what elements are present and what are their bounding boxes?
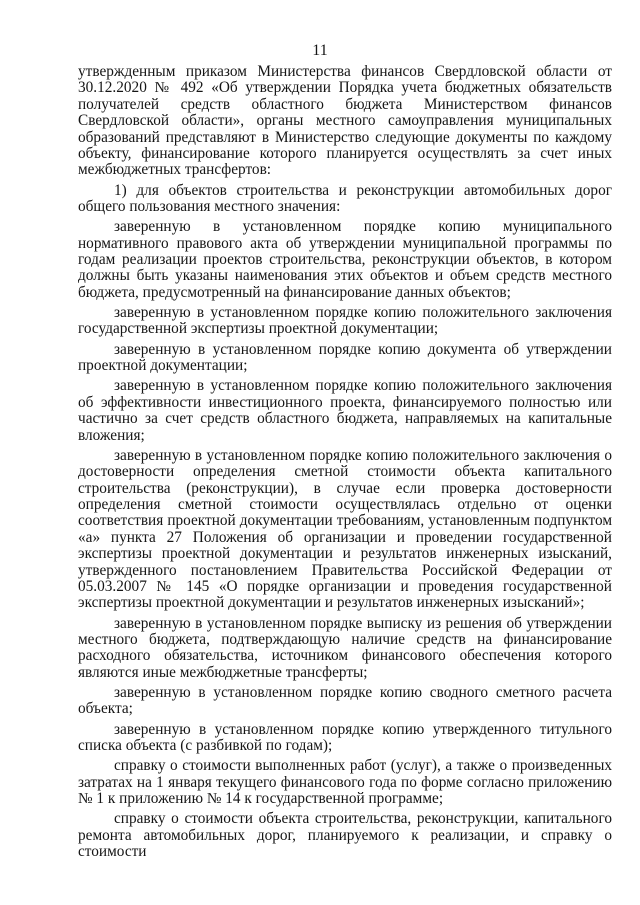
paragraph-summary-estimate: заверенную в установленном порядке копию сводного сметного расчета объекта; bbox=[78, 684, 612, 718]
paragraph-state-expertise-copy: заверенную в установленном порядке копию положительного заключения государственной экспертизы проектной документации; bbox=[78, 304, 612, 338]
paragraph-efficiency-conclusion: заверенную в установленном порядке копию положительного заключения об эффективности инвестиционного проекта, финансируемого полностью или частично за счет средств областного бюджета, направляемых на капитальные вложения; bbox=[78, 377, 612, 444]
paragraph-budget-extract: заверенную в установленном порядке выписку из решения об утверждении местного бюджета, подтверждающую наличие средств на финансирование расходного обязательства, источником финансового обеспечения которого являются иные межбюджетные трансферты; bbox=[78, 614, 612, 681]
paragraph-work-cost-certificate: справку о стоимости выполненных работ (услуг), а также о произведенных затратах на 1 января текущего финансового года по форме согласно приложению № 1 к приложению № 14 к государственной программе; bbox=[78, 757, 612, 808]
paragraph-estimate-reliability: заверенную в установленном порядке копию положительного заключения о достоверности определения сметной стоимости объекта капитального строительства (реконструкции), в случае если проверка достоверности определения сметной стоимости осуществлялась отдельно от оценки соответствия проектной документации требованиям, установленным подпунктом «а» пункта 27 Положения об организации и проведении государственной экспертизы проектной документации и результатов инженерных изысканий, утвержденного постановлением Правительства Российской Федерации от 05.03.2007 № 145 «О порядке организации и проведения государственной экспертизы проектной документации и результатов инженерных изысканий»; bbox=[78, 446, 612, 612]
paragraph-project-approval-copy: заверенную в установленном порядке копию документа об утверждении проектной документации; bbox=[78, 340, 612, 375]
paragraph-continuation: утвержденным приказом Министерства финансов Свердловской области от 30.12.2020 № 492 «Об утверждении Порядка учета бюджетных обязательств получателей средств областного бюджета Министерством финансов Свердловской области», органы местного самоуправления муниципальных образований представляют в Министерство следующие документы по каждому объекту, финансирование которого планируется осуществлять за счет иных межбюджетных трансфертов: bbox=[78, 63, 612, 179]
paragraph-item-1: 1) для объектов строительства и реконструкции автомобильных дорог общего пользования местного значения: bbox=[78, 181, 612, 216]
page-number: 11 bbox=[312, 42, 328, 59]
paragraph-object-cost-certificate: справку о стоимости объекта строительства, реконструкции, капитального ремонта автомобильных дорог, планируемого к реализации, и справку о стоимости bbox=[78, 810, 612, 861]
paragraph-title-list: заверенную в установленном порядке копию утвержденного титульного списка объекта (с разбивкой по годам); bbox=[78, 720, 612, 755]
paragraph-municipal-act-copy: заверенную в установленном порядке копию муниципального нормативного правового акта об утверждении муниципальной программы по годам реализации проектов строительства, реконструкции объектов, в котором должны быть указаны наименования этих объектов и объем средств местного бюджета, предусмотренный на финансирование данных объектов; bbox=[78, 218, 612, 301]
document-body bbox=[78, 64, 612, 864]
